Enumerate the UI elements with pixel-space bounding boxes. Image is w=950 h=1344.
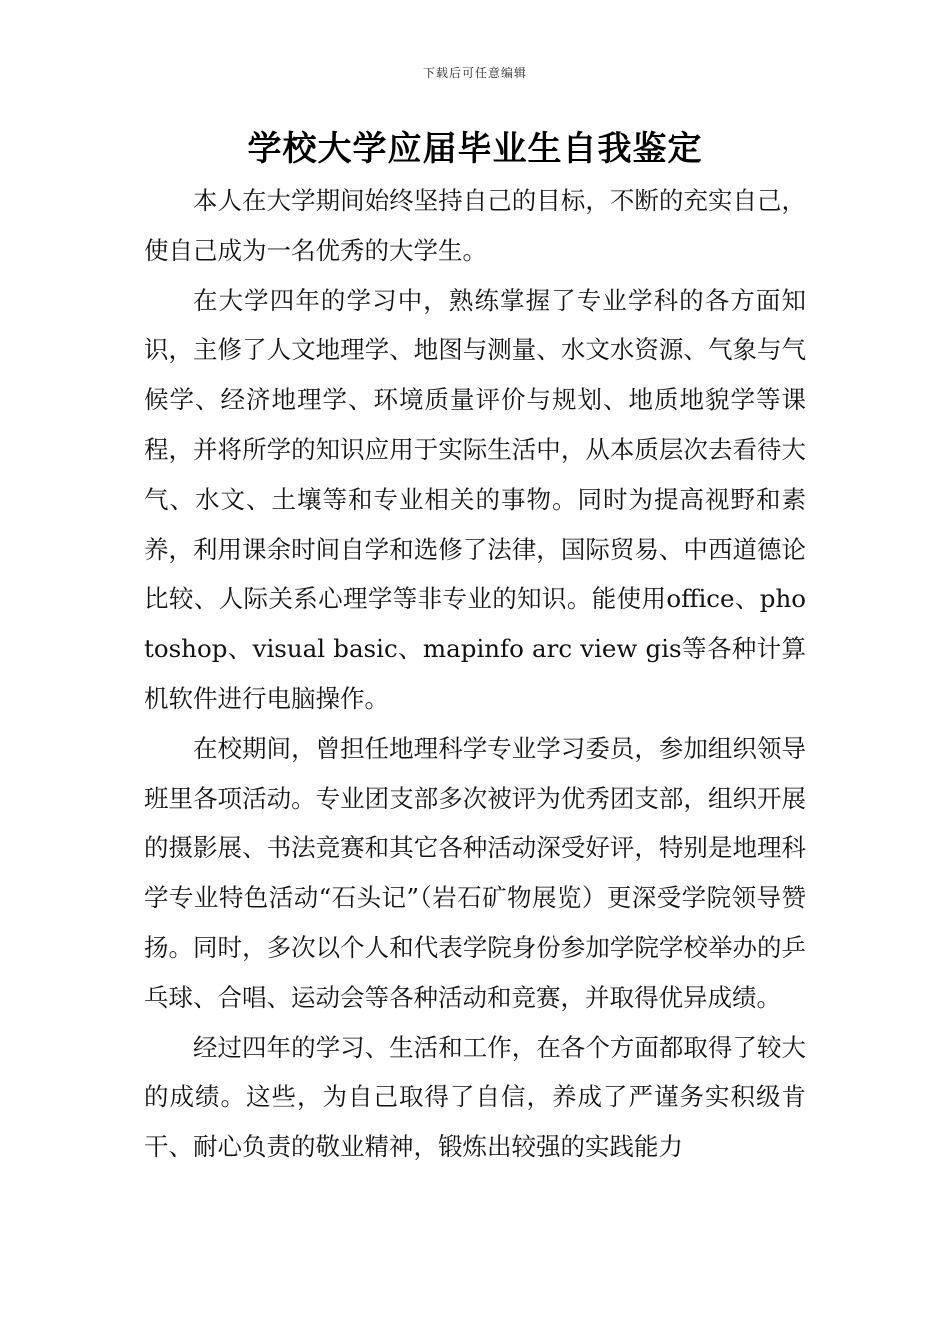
paragraph-studies: 在大学四年的学习中，熟练掌握了专业学科的各方面知识，主修了人文地理学、地图与测量、水文水资源、气象与气候学、经济地理学、环境质量评价与规划、地质地貌学等课程，并将所学的知识应用于实际生活中，从本质层次去看待大气、水文、土壤等和专业相关的事物。同时为提高视野和素养，利用课余时间自学和选修了法律，国际贸易、中西道德论比较、人际关系心理学等非专业的知识。能使用office、photoshop、visual basic、mapinfo arc view gis等各种计算机软件进行电脑操作。 <box>144 285 806 713</box>
paragraph-intro: 本人在大学期间始终坚持自己的目标，不断的充实自己，使自己成为一名优秀的大学生。 <box>144 186 806 265</box>
header-note: 下载后可任意编辑 <box>422 66 527 80</box>
document-title: 学校大学应届毕业生自我鉴定 <box>247 129 703 169</box>
paragraph-summary: 经过四年的学习、生活和工作，在各个方面都取得了较大的成绩。这些，为自己取得了自信，养成了严谨务实积级肯干、耐心负责的敬业精神，锻炼出较强的实践能力 <box>144 1032 806 1162</box>
paragraph-activities: 在校期间，曾担任地理科学专业学习委员，参加组织领导班里各项活动。专业团支部多次被评为优秀团支部，组织开展的摄影展、书法竞赛和其它各种活动深受好评，特别是地理科学专业特色活动“石头记”（岩石矿物展览）更深受学院领导赞扬。同时，多次以个人和代表学院身份参加学院学校举办的乒乓球、合唱、运动会等各种活动和竞赛，并取得优异成绩。 <box>144 733 806 1012</box>
document-body <box>144 176 806 1172</box>
